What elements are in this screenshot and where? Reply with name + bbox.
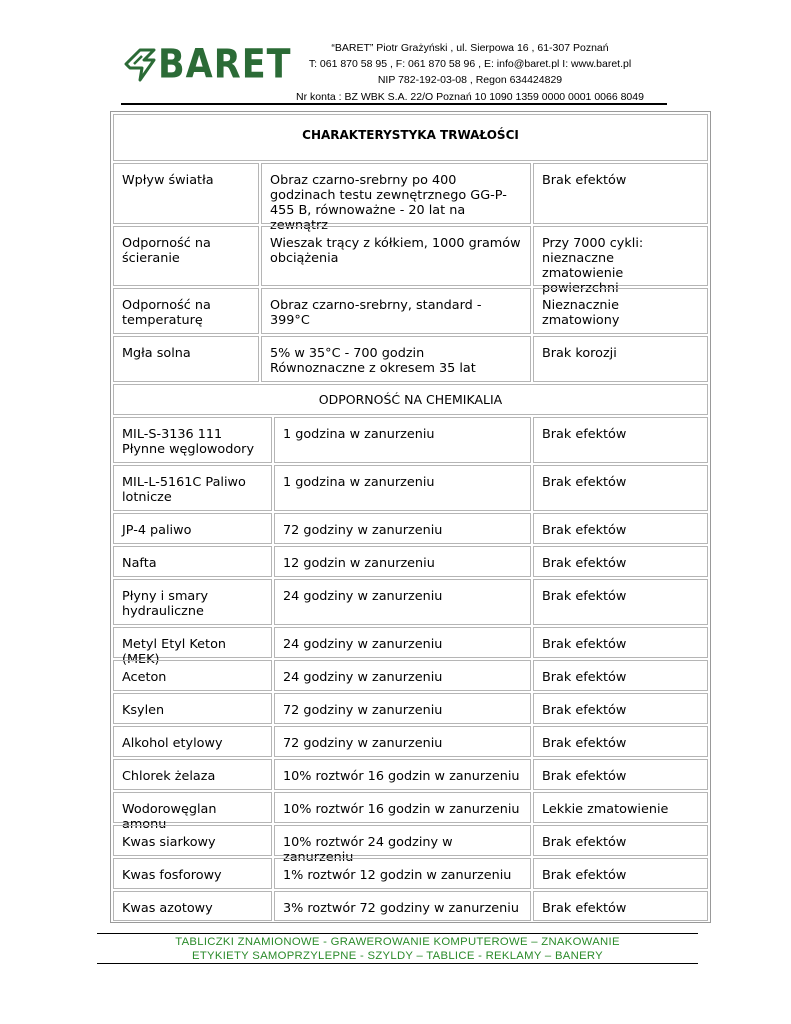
chemical-result-cell: Brak efektów [533,417,708,463]
header-rule [121,103,667,105]
chemical-test-cell: 1 godzina w zanurzeniu [274,465,531,511]
logo-wordmark: BARET [158,42,292,88]
chemical-name-cell: Alkohol etylowy [113,726,272,757]
durability-property-cell: Odporność na temperaturę [113,288,259,334]
durability-result-cell: Brak efektów [533,163,708,224]
durability-result-cell: Przy 7000 cykli: nieznaczne zmatowienie powierzchni [533,226,708,286]
company-logo [124,40,292,88]
chemical-test-cell: 12 godzin w zanurzeniu [274,546,531,577]
durability-result-cell: Brak korozji [533,336,708,382]
durability-test-cell: Wieszak trący z kółkiem, 1000 gramów obciążenia [261,226,531,286]
chemical-result-cell: Brak efektów [533,579,708,625]
chemical-test-cell: 10% roztwór 16 godzin w zanurzeniu [274,759,531,790]
chemical-result-cell: Brak efektów [533,726,708,757]
chemical-test-cell: 3% roztwór 72 godziny w zanurzeniu [274,891,531,921]
chemical-name-cell: Aceton [113,660,272,691]
header-bank-account: Nr konta : BZ WBK S.A. 22/O Poznań 10 1090 1359 0000 0001 0066 8049 [296,91,644,103]
chemical-test-cell: 24 godziny w zanurzeniu [274,579,531,625]
durability-result-cell: Nieznacznie zmatowiony [533,288,708,334]
chemical-name-cell: Chlorek żelaza [113,759,272,790]
chemical-result-cell: Brak efektów [533,465,708,511]
chemical-name-cell: Ksylen [113,693,272,724]
durability-test-cell: Obraz czarno-srebrny po 400 godzinach testu zewnętrznego GG-P-455 B, równoważne - 20 lat na zewnątrz [261,163,531,224]
chemical-test-cell: 10% roztwór 16 godzin w zanurzeniu [274,792,531,823]
durability-property-cell: Odporność na ścieranie [113,226,259,286]
chemical-test-cell: 10% roztwór 24 godziny w zanurzeniu [274,825,531,856]
durability-property-cell: Mgła solna [113,336,259,382]
chemical-result-cell: Brak efektów [533,627,708,658]
chemical-result-cell: Lekkie zmatowienie [533,792,708,823]
chemical-name-cell: Nafta [113,546,272,577]
chemical-test-cell: 72 godziny w zanurzeniu [274,726,531,757]
baret-emblem-icon [124,46,158,84]
durability-property-cell: Wpływ światła [113,163,259,224]
chemical-test-cell: 24 godziny w zanurzeniu [274,660,531,691]
chemical-name-cell: Płyny i smary hydrauliczne [113,579,272,625]
chemical-name-cell: Kwas azotowy [113,891,272,921]
chemical-result-cell: Brak efektów [533,693,708,724]
chemical-result-cell: Brak efektów [533,660,708,691]
chemical-result-cell: Brak efektów [533,759,708,790]
chemical-test-cell: 72 godziny w zanurzeniu [274,513,531,544]
durability-test-cell: 5% w 35°C - 700 godzin Równoznaczne z okresem 35 lat [261,336,531,382]
footer-rule-bottom [97,963,698,964]
footer-line-2: ETYKIETY SAMOPRZYLEPNE - SZYLDY – TABLICE - REKLAMY – BANERY [191,950,603,962]
durability-test-cell: Obraz czarno-srebrny, standard - 399°C [261,288,531,334]
chemical-test-cell: 1 godzina w zanurzeniu [274,417,531,463]
chemical-name-cell: Wodorowęglan amonu [113,792,272,823]
chemical-test-cell: 24 godziny w zanurzeniu [274,627,531,658]
chemical-result-cell: Brak efektów [533,858,708,889]
chemicals-section-title: ODPORNOŚĆ NA CHEMIKALIA [113,384,708,415]
chemical-result-cell: Brak efektów [533,546,708,577]
footer-rule [97,933,698,934]
header-contacts: T: 061 870 58 95 , F: 061 870 58 96 , E: info@baret.pl I: www.baret.pl [308,58,632,70]
chemical-result-cell: Brak efektów [533,891,708,921]
header-address: “BARET” Piotr Grażyński , ul. Sierpowa 16 , 61-307 Poznań [331,42,609,54]
chemical-result-cell: Brak efektów [533,825,708,856]
chemical-test-cell: 1% roztwór 12 godzin w zanurzeniu [274,858,531,889]
table-title: CHARAKTERYSTYKA TRWAŁOŚCI [113,114,708,161]
chemical-name-cell: MIL-L-5161C Paliwo lotnicze [113,465,272,511]
footer-line-1: TABLICZKI ZNAMIONOWE - GRAWEROWANIE KOMPUTEROWE – ZNAKOWANIE [175,936,620,948]
chemical-name-cell: JP-4 paliwo [113,513,272,544]
header-nip-regon: NIP 782-192-03-08 , Regon 634424829 [377,74,563,86]
chemical-name-cell: Kwas siarkowy [113,825,272,856]
chemical-test-cell: 72 godziny w zanurzeniu [274,693,531,724]
chemical-name-cell: Metyl Etyl Keton (MEK) [113,627,272,658]
chemical-name-cell: MIL-S-3136 111 Płynne węglowodory [113,417,272,463]
chemical-name-cell: Kwas fosforowy [113,858,272,889]
chemical-result-cell: Brak efektów [533,513,708,544]
